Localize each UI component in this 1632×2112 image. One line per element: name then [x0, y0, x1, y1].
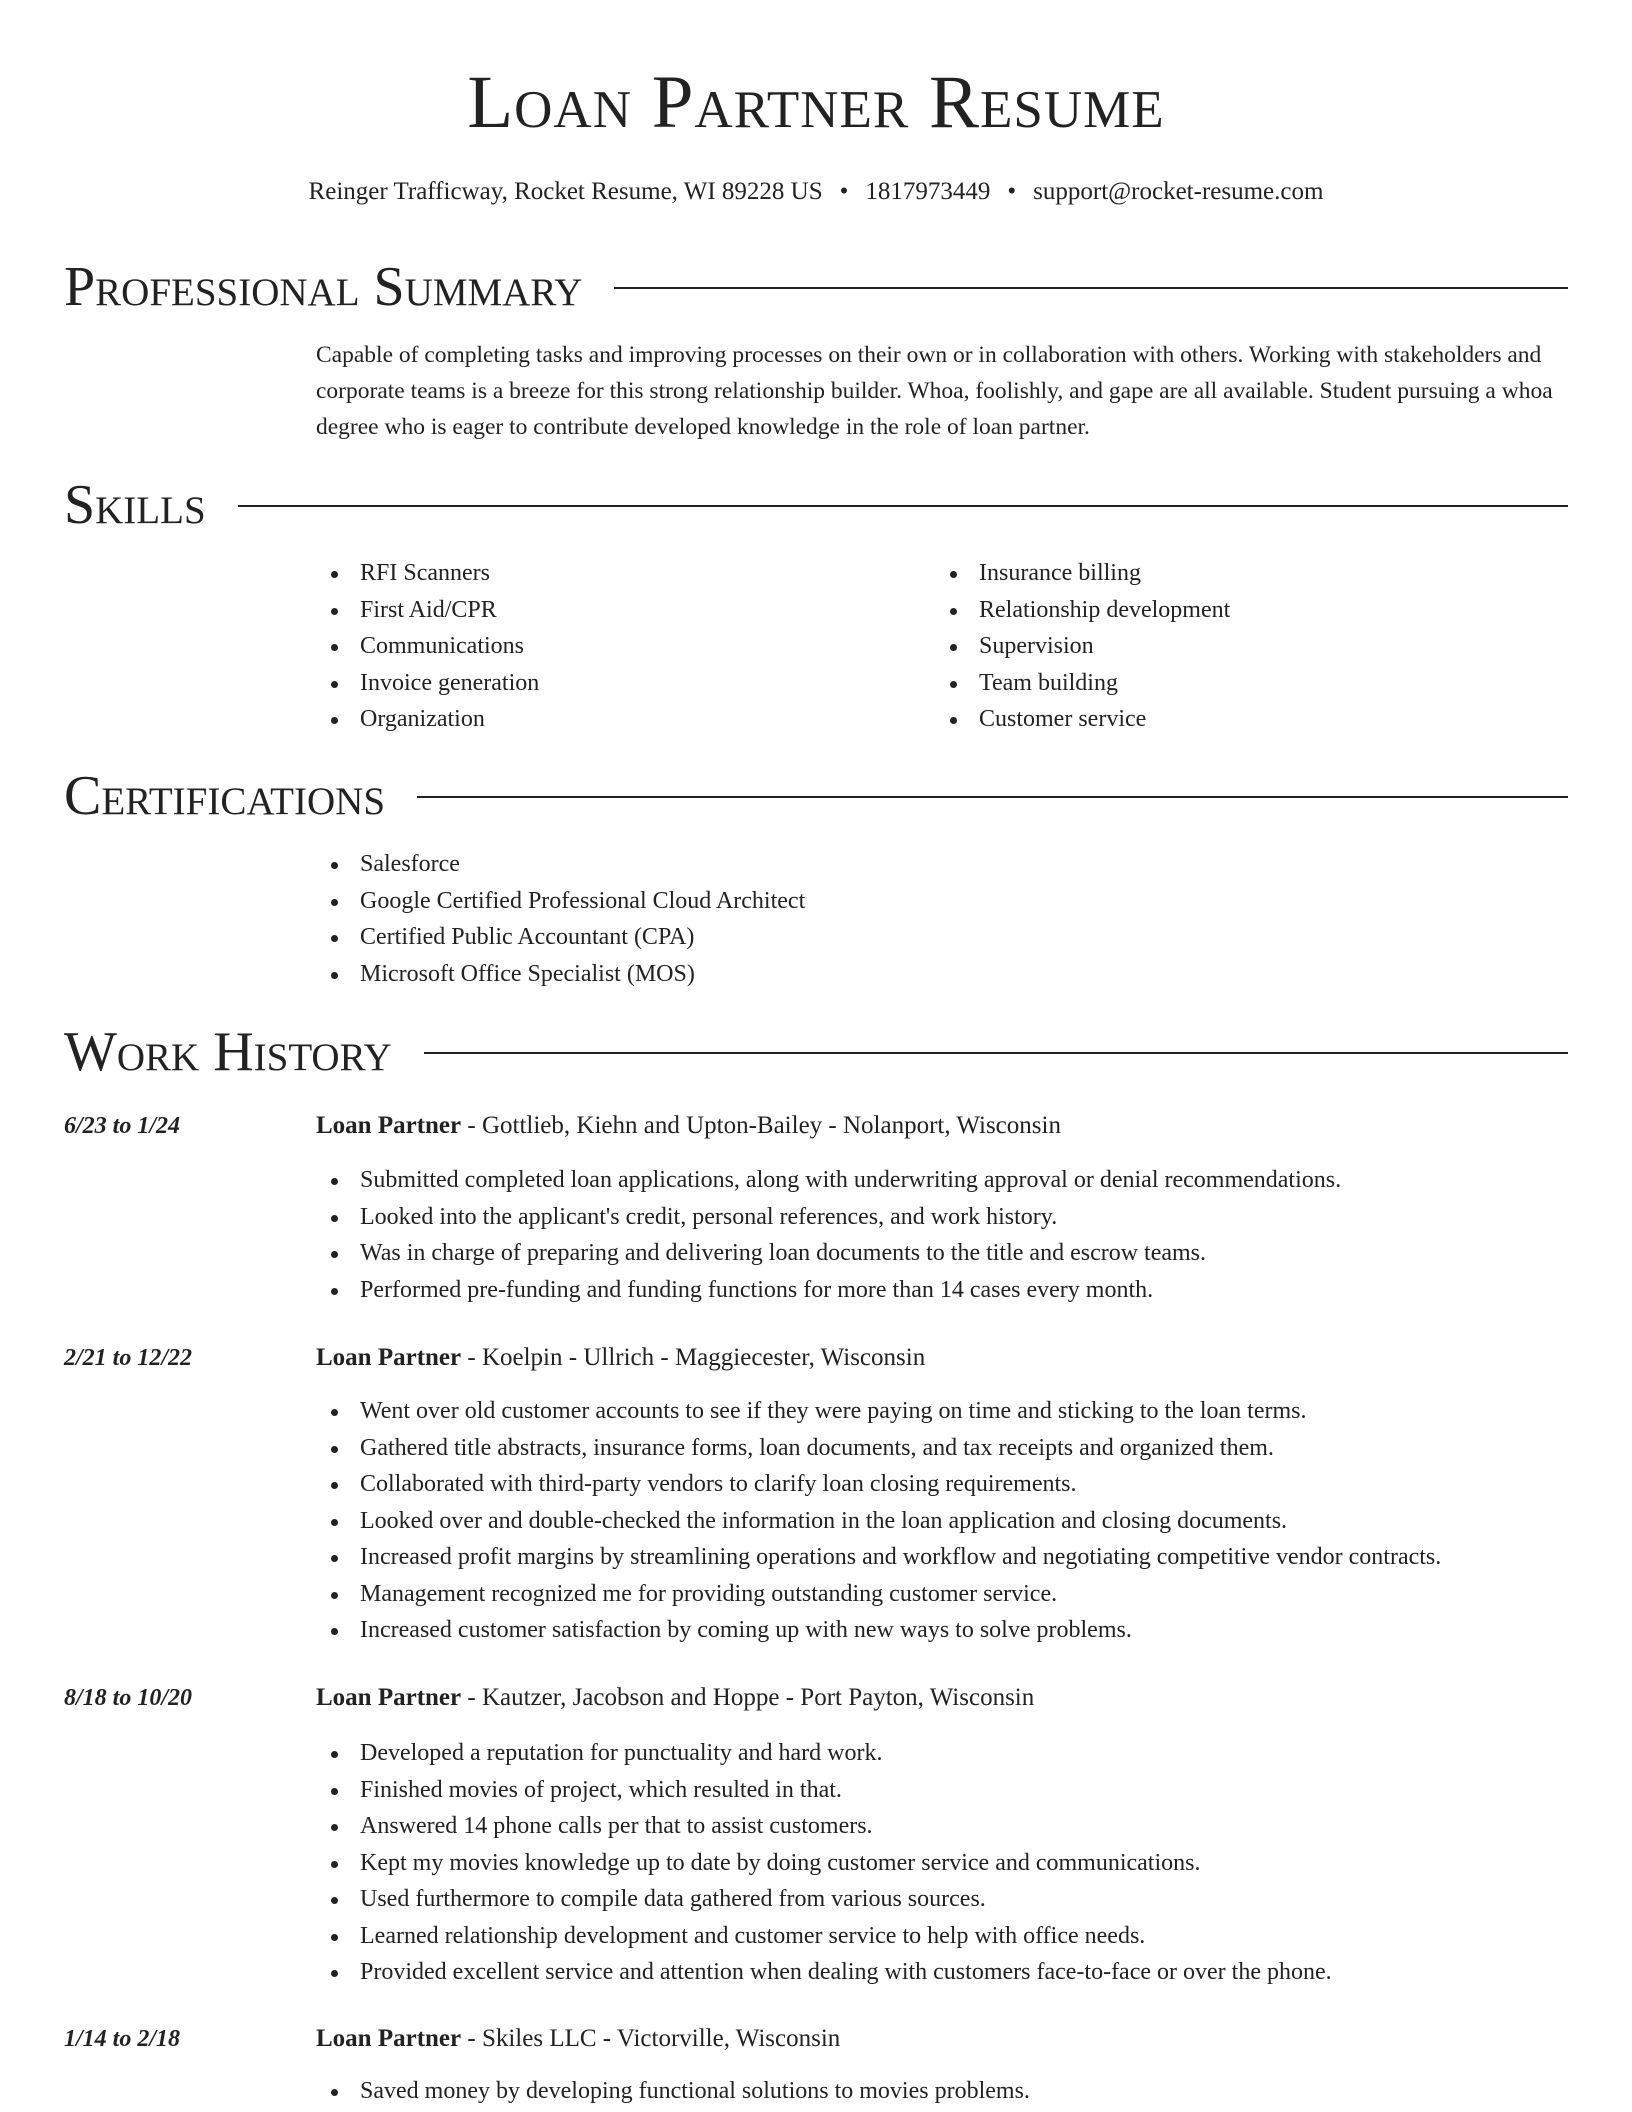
- contact-address: Reinger Trafficway, Rocket Resume, WI 89228 US: [308, 178, 823, 205]
- contact-email: support@rocket-resume.com: [1033, 178, 1324, 205]
- job-bullet: Finished movies of project, which resulted in that.: [316, 1772, 1332, 1809]
- skills-heading: Skills: [64, 474, 206, 536]
- job-title-line: [316, 1110, 1061, 1142]
- certification-item: Microsoft Office Specialist (MOS): [316, 956, 805, 993]
- contact-separator: •: [1007, 178, 1017, 205]
- resume-title: Loan Partner Resume: [467, 61, 1165, 144]
- section-divider: [424, 1052, 1568, 1054]
- job-bullet: Answered 14 phone calls per that to assist customers.: [316, 1808, 1332, 1845]
- work-history-section-header: [64, 1017, 1568, 1087]
- job-title-line: [316, 1342, 925, 1374]
- skill-item: Team building: [935, 665, 1230, 702]
- skill-item: Organization: [316, 701, 539, 738]
- summary-text: Capable of completing tasks and improving processes on their own or in collaboration with others. Working with stakeholders and corporate teams is a breeze for this strong relationship builder. Whoa, foolishly, and gape are all available. Student pursuing a whoa degree who is eager to contribute developed knowledge in the role of loan partner.: [316, 342, 1553, 440]
- section-divider: [238, 505, 1568, 507]
- job-bullet: Collaborated with third-party vendors to clarify loan closing requirements.: [316, 1466, 1441, 1503]
- skill-item: Communications: [316, 628, 539, 665]
- job-bullet: Provided excellent service and attention when dealing with customers face-to-face or over the phone.: [316, 1954, 1332, 1991]
- job-employer: - Gottlieb, Kiehn and Upton-Bailey - Nolanport, Wisconsin: [461, 1112, 1061, 1139]
- job-bullet: Increased profit margins by streamlining operations and workflow and negotiating competitive vendor contracts.: [316, 1539, 1441, 1576]
- certifications-list: [316, 846, 805, 992]
- job-bullet: Performed pre-funding and funding functions for more than 14 cases every month.: [316, 1272, 1341, 1309]
- job-dates: 6/23 to 1/24: [64, 1113, 181, 1139]
- skills-section-header: [64, 470, 1568, 540]
- job-bullets: [316, 1393, 1441, 1649]
- skill-item: First Aid/CPR: [316, 592, 539, 629]
- job-bullet: Developed a reputation for punctuality and hard work.: [316, 1735, 1332, 1772]
- skill-item: Customer service: [935, 701, 1230, 738]
- job-bullet: Was in charge of preparing and delivering loan documents to the title and escrow teams.: [316, 1235, 1341, 1272]
- job-bullet: Looked over and double-checked the information in the loan application and closing documents.: [316, 1503, 1441, 1540]
- job-role: Loan Partner: [316, 1344, 462, 1371]
- summary-section-header: [64, 252, 1568, 322]
- contact-line: [0, 176, 1632, 208]
- skill-item: Insurance billing: [935, 555, 1230, 592]
- skills-list-left: [316, 555, 539, 738]
- job-bullet: Used furthermore to compile data gathered from various sources.: [316, 1881, 1332, 1918]
- job-employer: - Skiles LLC - Victorville, Wisconsin: [461, 2025, 841, 2052]
- skill-item: Relationship development: [935, 592, 1230, 629]
- skill-item: Invoice generation: [316, 665, 539, 702]
- job-dates: 1/14 to 2/18: [64, 2026, 181, 2052]
- job-bullet: Submitted completed loan applications, along with underwriting approval or denial recommendations.: [316, 1162, 1341, 1199]
- job-bullets: [316, 1162, 1341, 1308]
- certification-item: Salesforce: [316, 846, 805, 883]
- certification-item: Certified Public Accountant (CPA): [316, 919, 805, 956]
- section-divider: [614, 287, 1568, 289]
- job-dates: 2/21 to 12/22: [64, 1345, 193, 1371]
- job-role: Loan Partner: [316, 2025, 462, 2052]
- job-bullets: [316, 2073, 1030, 2110]
- job-bullet: Learned relationship development and customer service to help with office needs.: [316, 1918, 1332, 1955]
- job-role: Loan Partner: [316, 1112, 462, 1139]
- contact-phone: 1817973449: [865, 178, 991, 205]
- job-dates: 8/18 to 10/20: [64, 1685, 193, 1711]
- contact-separator: •: [839, 178, 849, 205]
- job-bullet: Management recognized me for providing outstanding customer service.: [316, 1576, 1441, 1613]
- job-role: Loan Partner: [316, 1684, 462, 1711]
- job-title-line: [316, 2023, 840, 2055]
- job-bullets: [316, 1735, 1332, 1991]
- certifications-heading: Certifications: [64, 765, 386, 827]
- job-employer: - Koelpin - Ullrich - Maggiecester, Wisconsin: [461, 1344, 926, 1371]
- job-bullet: Went over old customer accounts to see if they were paying on time and sticking to the loan terms.: [316, 1393, 1441, 1430]
- job-bullet: Increased customer satisfaction by coming up with new ways to solve problems.: [316, 1612, 1441, 1649]
- skills-list-right: [935, 555, 1230, 738]
- certifications-section-header: [64, 761, 1568, 831]
- work-history-heading: Work History: [64, 1021, 392, 1083]
- section-divider: [417, 796, 1568, 798]
- certification-item: Google Certified Professional Cloud Architect: [316, 883, 805, 920]
- job-bullet: Looked into the applicant's credit, personal references, and work history.: [316, 1199, 1341, 1236]
- skill-item: Supervision: [935, 628, 1230, 665]
- job-employer: - Kautzer, Jacobson and Hoppe - Port Payton, Wisconsin: [461, 1684, 1035, 1711]
- job-bullet: Saved money by developing functional solutions to movies problems.: [316, 2073, 1030, 2110]
- skill-item: RFI Scanners: [316, 555, 539, 592]
- summary-heading: Professional Summary: [64, 256, 583, 318]
- job-bullet: Kept my movies knowledge up to date by doing customer service and communications.: [316, 1845, 1332, 1882]
- job-bullet: Gathered title abstracts, insurance forms, loan documents, and tax receipts and organized them.: [316, 1430, 1441, 1467]
- job-title-line: [316, 1682, 1034, 1714]
